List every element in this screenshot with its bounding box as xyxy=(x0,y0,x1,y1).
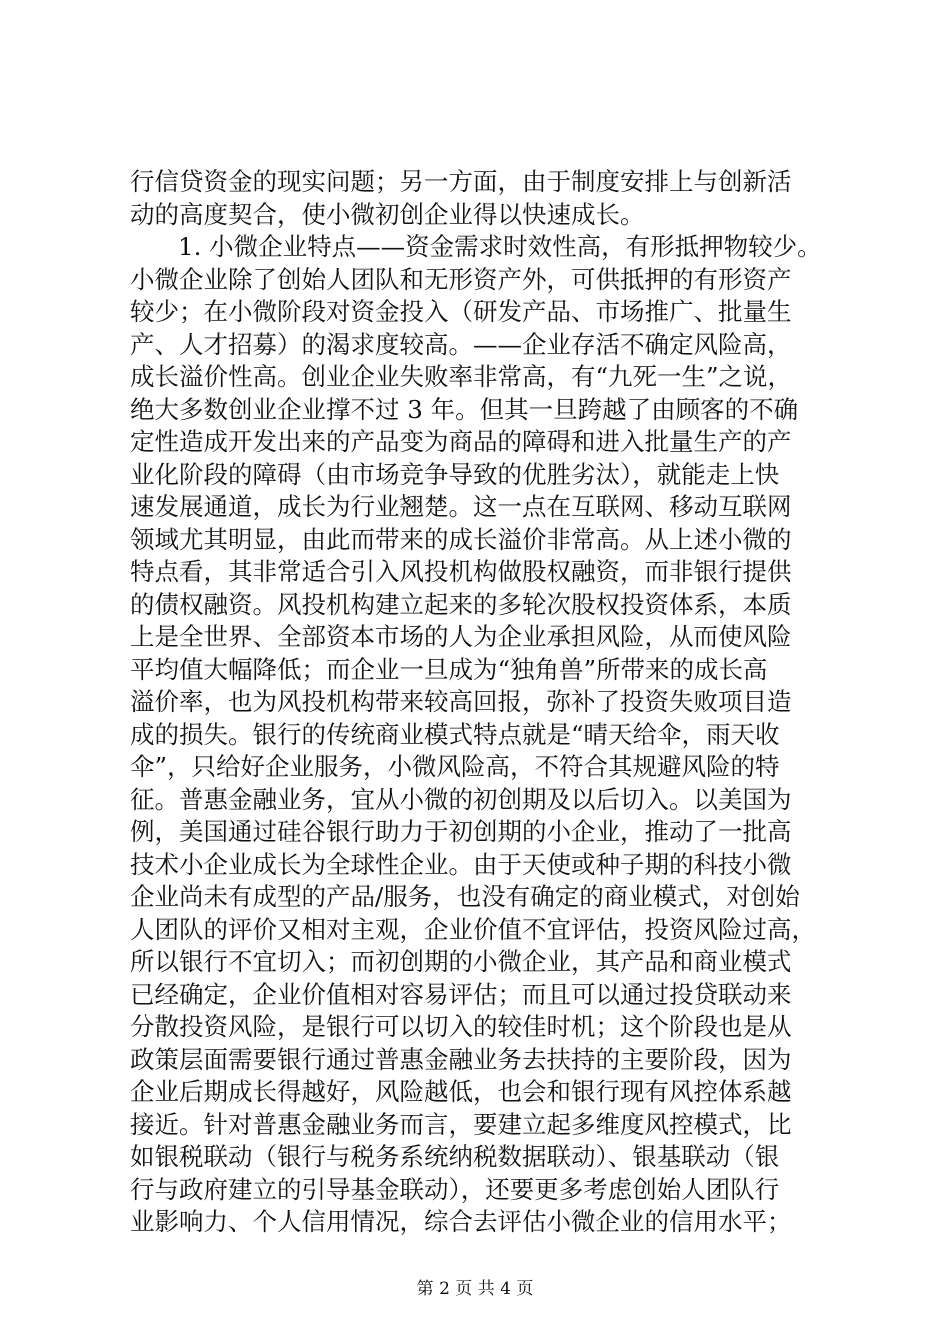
text-line: 业化阶段的障碍（由市场竞争导致的优胜劣汰），就能走上快 xyxy=(130,459,780,489)
text-line: 征。普惠金融业务，宜从小微的初创期及以后切入。以美国为 xyxy=(130,784,792,814)
text-line: 技术小企业成长为全球性企业。由于天使或种子期的科技小微 xyxy=(130,849,792,879)
text-line: 上是全世界、全部资本市场的人为企业承担风险，从而使风险 xyxy=(130,622,792,651)
text-line: 企业尚未有成型的产品/服务，也没有确定的商业模式，对创始 xyxy=(130,882,800,911)
text-line: 1. 小微企业特点——资金需求时效性高，有形抵押物较少。 xyxy=(178,232,822,261)
body-text xyxy=(130,166,830,1239)
text-line: 已经确定，企业价值相对容易评估；而且可以通过投贷联动来 xyxy=(130,979,792,1009)
text-line: 接近。针对普惠金融业务而言，要建立起多维度风控模式，比 xyxy=(130,1109,792,1139)
text-line: 如银税联动（银行与税务系统纳税数据联动）、银基联动（银 xyxy=(130,1142,780,1171)
text-line: 领域尤其明显，由此而带来的成长溢价非常高。从上述小微的 xyxy=(130,524,792,554)
text-line: 行与政府建立的引导基金联动），还要更多考虑创始人团队行 xyxy=(130,1174,780,1204)
text-line: 速发展通道，成长为行业翘楚。这一点在互联网、移动互联网 xyxy=(130,492,792,521)
text-line: 企业后期成长得越好，风险越低，也会和银行现有风控体系越 xyxy=(130,1077,792,1106)
text-line: 溢价率，也为风投机构带来较高回报，弥补了投资失败项目造 xyxy=(130,687,792,716)
text-line: 伞”，只给好企业服务，小微风险高，不符合其规避风险的特 xyxy=(130,752,780,781)
text-line: 产、人才招募）的渴求度较高。——企业存活不确定风险高， xyxy=(130,329,792,359)
text-line: 的债权融资。风投机构建立起来的多轮次股权投资体系，本质 xyxy=(130,589,792,619)
text-line: 特点看，其非常适合引入风投机构做股权融资，而非银行提供 xyxy=(130,557,792,586)
text-line: 所以银行不宜切入；而初创期的小微企业，其产品和商业模式 xyxy=(130,947,792,976)
text-line: 政策层面需要银行通过普惠金融业务去扶持的主要阶段，因为 xyxy=(130,1044,792,1074)
text-line: 成长溢价性高。创业企业失败率非常高，有“九死一生”之说， xyxy=(130,362,793,391)
text-line: 例，美国通过硅谷银行助力于初创期的小企业，推动了一批高 xyxy=(130,817,792,846)
text-line: 平均值大幅降低；而企业一旦成为“独角兽”所带来的成长高 xyxy=(130,654,768,684)
text-line: 绝大多数创业企业撑不过 3 年。但其一旦跨越了由顾客的不确 xyxy=(130,394,799,424)
text-line: 分散投资风险，是银行可以切入的较佳时机；这个阶段也是从 xyxy=(130,1012,792,1041)
text-line: 较少；在小微阶段对资金投入（研发产品、市场推广、批量生 xyxy=(130,297,792,326)
text-line: 行信贷资金的现实问题；另一方面，由于制度安排上与创新活 xyxy=(130,167,792,196)
text-line: 成的损失。银行的传统商业模式特点就是“晴天给伞，雨天收 xyxy=(130,719,780,749)
text-line: 小微企业除了创始人团队和无形资产外，可供抵押的有形资产 xyxy=(130,264,792,294)
text-line: 人团队的评价又相对主观，企业价值不宜评估，投资风险过高， xyxy=(130,914,816,944)
text-line: 定性造成开发出来的产品变为商品的障碍和进入批量生产的产 xyxy=(130,427,792,456)
text-line: 业影响力、个人信用情况，综合去评估小微企业的信用水平； xyxy=(130,1207,792,1236)
page-number-footer: 第 2 页 共 4 页 xyxy=(416,1279,534,1299)
text-line: 动的高度契合，使小微初创企业得以快速成长。 xyxy=(130,199,645,229)
